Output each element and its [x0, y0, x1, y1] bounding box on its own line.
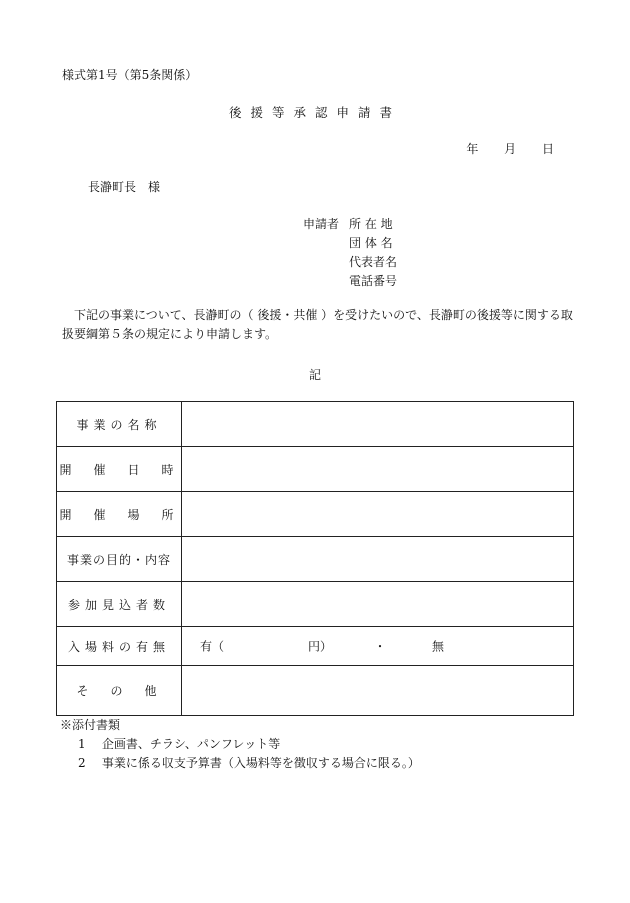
applicant-field-phone: 電話番号	[349, 274, 398, 288]
table-row	[57, 582, 574, 627]
row-label-venue: 開 催 場 所	[57, 492, 182, 537]
admission-fee-field[interactable]	[182, 627, 574, 666]
list-item	[78, 754, 420, 773]
table-row	[57, 492, 574, 537]
purpose-field[interactable]	[182, 537, 574, 582]
ki-heading: 記	[308, 368, 321, 382]
fee-separator: ・	[374, 639, 387, 654]
attachment-number: 1	[78, 737, 86, 751]
applicant-field-representative: 代表者名	[349, 255, 398, 269]
table-row	[57, 666, 574, 716]
document-title: 後援等承認申請書	[228, 105, 401, 120]
addressee: 長瀞町長 様	[88, 180, 161, 194]
table-row	[57, 627, 574, 666]
attachment-text: 事業に係る収支予算書（入場料等を徴収する場合に限る。）	[101, 756, 420, 770]
row-label-event-name: 事業の名称	[57, 402, 182, 447]
body-text: 下記の事業について、長瀞町の（ 後援・共催 ）を受けたいので、長瀞町の後援等に関する取扱要綱第５条の規定により申請します。	[62, 308, 573, 341]
table-row	[57, 537, 574, 582]
applicant-field-address: 所 在 地	[349, 217, 393, 231]
event-name-field[interactable]	[182, 402, 574, 447]
form-number: 様式第1号（第5条関係）	[62, 68, 198, 82]
attachments-list	[78, 735, 420, 773]
row-label-datetime: 開 催 日 時	[57, 447, 182, 492]
attachments-heading: ※添付書類	[60, 718, 121, 732]
datetime-field[interactable]	[182, 447, 574, 492]
fee-yes-label: 有（	[200, 639, 225, 654]
applicant-heading: 申請者	[303, 217, 340, 231]
application-table	[56, 401, 574, 716]
attachment-text: 企画書、チラシ、パンフレット等	[101, 737, 281, 751]
applicant-field-group-name: 団 体 名	[349, 236, 393, 250]
list-item	[78, 735, 420, 754]
applicant-block	[303, 215, 397, 291]
row-label-admission-fee: 入場料の有無	[57, 627, 182, 666]
attachment-number: 2	[78, 756, 86, 770]
row-label-purpose: 事業の目的・内容	[57, 537, 182, 582]
other-field[interactable]	[182, 666, 574, 716]
venue-field[interactable]	[182, 492, 574, 537]
row-label-other: そ の 他	[57, 666, 182, 716]
date-line: 年 月 日	[466, 142, 554, 156]
table-row	[57, 402, 574, 447]
table-row	[57, 447, 574, 492]
fee-no-label: 無	[432, 639, 445, 654]
fee-yen-label: 円）	[308, 639, 333, 654]
row-label-participants: 参加見込者数	[57, 582, 182, 627]
participants-field[interactable]	[182, 582, 574, 627]
